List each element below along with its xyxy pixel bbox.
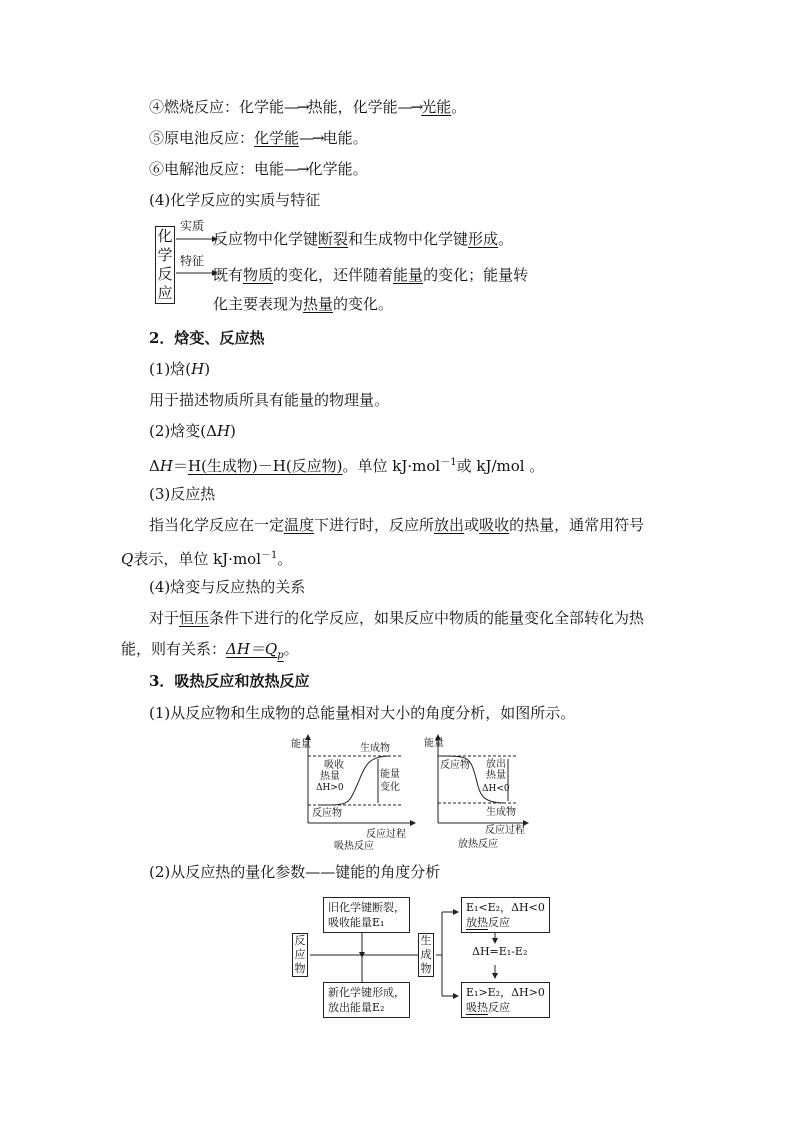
text: Δ — [149, 457, 160, 475]
underlined-answer: 光能 — [421, 98, 452, 116]
text: ④燃烧反应：化学能 — [149, 98, 285, 116]
text: 的变化；能量转 — [423, 266, 529, 284]
dh-formula: ΔH=E₁-E₂ — [472, 945, 528, 958]
box-char: 物 — [420, 962, 432, 975]
reaction-heat-paragraph — [149, 515, 644, 535]
item-battery — [149, 128, 368, 148]
underlined-answer: 温度 — [284, 516, 315, 534]
arrow-icon: —→ — [397, 98, 422, 116]
box-line: 新化学键形成， — [328, 986, 405, 999]
item-essence-heading: (4)化学反应的实质与特征 — [149, 191, 321, 209]
text: 的变化。 — [333, 295, 394, 313]
text: 指当化学反应在一定 — [149, 516, 285, 534]
label-feature: 特征 — [180, 254, 205, 268]
box-char: 应 — [157, 284, 173, 302]
underlined-answer: 放热 — [466, 916, 488, 929]
text: 条件下进行的化学反应，如果反应中物质的能量变化全部转化为热 — [209, 609, 645, 627]
energy-perspective: (1)从反应物和生成物的总能量相对大小的角度分析，如图所示。 — [149, 704, 576, 722]
text: 化主要表现为 — [213, 295, 304, 313]
reaction-heat-paragraph-2 — [121, 546, 292, 569]
underlined-answer: 能量 — [393, 266, 424, 284]
relation-paragraph — [149, 608, 644, 628]
box-char: 物 — [294, 962, 306, 975]
release-label: 放出 — [486, 759, 506, 770]
caption: 放热反应 — [458, 839, 498, 850]
item-electrolysis — [149, 159, 368, 179]
enthalpy-change-heading — [149, 421, 236, 441]
arrow-icon: —→ — [284, 98, 308, 116]
underlined-answer: 化学能 — [254, 129, 300, 147]
enthalpy-formula — [149, 453, 544, 476]
absorb-label: 热量 — [320, 771, 340, 782]
product-box — [418, 933, 434, 977]
bond-energy-perspective: (2)从反应热的量化参数——键能的角度分析 — [149, 863, 441, 881]
endothermic-condition-box — [461, 982, 550, 1018]
box-line: 旧化学键断裂， — [328, 901, 405, 914]
exothermic-diagram — [424, 735, 528, 850]
bond-forming-box — [323, 982, 410, 1018]
subscript: p — [277, 650, 284, 661]
box-char: 学 — [157, 246, 173, 264]
box-char: 生 — [420, 934, 432, 947]
dh-label: ΔH<0 — [482, 784, 510, 794]
text: 能，则有关系： — [121, 640, 227, 658]
text: 。 — [283, 640, 299, 658]
energy-change-label: 能量 — [380, 769, 400, 780]
enthalpy-description: 用于描述物质所具有能量的物理量。 — [149, 391, 390, 409]
text: 表示，单位 kJ·mol — [133, 550, 262, 568]
superscript: －1 — [440, 457, 457, 468]
underlined-answer: 热量 — [303, 295, 334, 313]
bond-breaking-box — [323, 897, 410, 933]
underlined-answer: H(生成物)－H(反应物) — [187, 457, 343, 475]
box-char: 反 — [157, 265, 173, 283]
feature-line-2 — [213, 294, 393, 314]
box-line: 放热反应 — [466, 916, 510, 929]
text: ) — [204, 360, 211, 378]
underlined-answer: 吸热 — [466, 1001, 488, 1014]
arrow-icon: —→ — [299, 129, 323, 147]
x-label: 反应过程 — [485, 825, 525, 836]
label-essence: 实质 — [180, 219, 205, 233]
y-label: 能量 — [424, 738, 444, 749]
text: 。 — [451, 98, 467, 116]
text: ) — [230, 422, 236, 440]
underlined-answer: 形成 — [468, 230, 499, 248]
text: (2)焓变(Δ — [149, 422, 217, 440]
underlined-answer: 恒压 — [179, 609, 210, 627]
reaction-heat-heading: (3)反应热 — [149, 485, 216, 503]
arrow-icon: —→ — [284, 160, 308, 178]
box-line: 吸热反应 — [466, 1001, 510, 1014]
box-char: 应 — [294, 948, 306, 961]
essence-line — [213, 229, 513, 249]
variable: H — [216, 422, 231, 440]
underlined-answer: 吸收 — [479, 516, 510, 534]
box-line: E₁<E₂，ΔH<0 — [466, 901, 545, 914]
products-label: 生成物 — [486, 807, 516, 818]
text: ＝ — [172, 457, 188, 475]
y-label: 能量 — [291, 739, 311, 750]
energy-change-label: 变化 — [380, 782, 400, 793]
reactants-label: 反应物 — [312, 808, 342, 819]
text: 对于 — [149, 609, 180, 627]
text: (1)焓( — [149, 360, 192, 378]
box-char: 反 — [294, 934, 306, 947]
variable: H — [191, 360, 205, 378]
text: 的变化，还伴随着 — [273, 266, 394, 284]
text: 反应物中化学键 — [213, 230, 319, 248]
endothermic-diagram — [291, 735, 415, 852]
section-heading-endo-exo: 3．吸热反应和放热反应 — [149, 672, 310, 690]
dh-label: ΔH>0 — [316, 783, 344, 793]
box-line: 吸收能量E₁ — [328, 916, 385, 929]
variable: Q — [121, 550, 134, 568]
text: 热能，化学能 — [307, 98, 398, 116]
text: 和生成物中化学键 — [348, 230, 469, 248]
reactants-label: 反应物 — [440, 760, 470, 771]
text: 。 — [277, 550, 293, 568]
products-label: 生成物 — [360, 743, 390, 754]
text: ⑥电解池反应：电能 — [149, 160, 285, 178]
section-heading-enthalpy: 2．焓变、反应热 — [149, 329, 265, 347]
superscript: －1 — [261, 550, 278, 561]
reactant-box — [292, 933, 308, 977]
text: 或 kJ/mol 。 — [456, 457, 545, 475]
underlined-answer: 物质 — [243, 266, 274, 284]
text: 。单位 kJ·mol — [342, 457, 441, 475]
release-label: 热量 — [486, 770, 506, 781]
feature-line — [213, 265, 528, 285]
relation-heading: (4)焓变与反应热的关系 — [149, 578, 306, 596]
energy-diagrams — [290, 733, 540, 853]
caption: 吸热反应 — [334, 841, 374, 852]
x-label: 反应过程 — [366, 829, 406, 840]
item-combustion — [149, 97, 466, 117]
variable: H — [159, 457, 173, 475]
text: 或 — [464, 516, 480, 534]
box-line: E₁>E₂，ΔH>0 — [466, 986, 545, 999]
text: 既有 — [213, 266, 244, 284]
text: 的热量，通常用符号 — [509, 516, 645, 534]
relation-paragraph-2 — [121, 639, 299, 666]
underlined-answer: 断裂 — [318, 230, 349, 248]
text: 电能。 — [322, 129, 368, 147]
exothermic-condition-box — [461, 897, 550, 933]
text: 。 — [498, 230, 514, 248]
underlined-answer: ΔH＝Q — [226, 640, 278, 658]
box-line: 放出能量E₂ — [328, 1001, 385, 1014]
enthalpy-heading — [149, 359, 210, 379]
underlined-answer: 放出 — [434, 516, 465, 534]
box-char: 化 — [157, 227, 173, 245]
text: 化学能。 — [307, 160, 368, 178]
text: ⑤原电池反应： — [149, 129, 255, 147]
chemical-reaction-box — [155, 226, 175, 304]
box-char: 成 — [420, 948, 432, 961]
text: 下进行时，反应所 — [314, 516, 435, 534]
absorb-label: 吸收 — [324, 760, 344, 771]
